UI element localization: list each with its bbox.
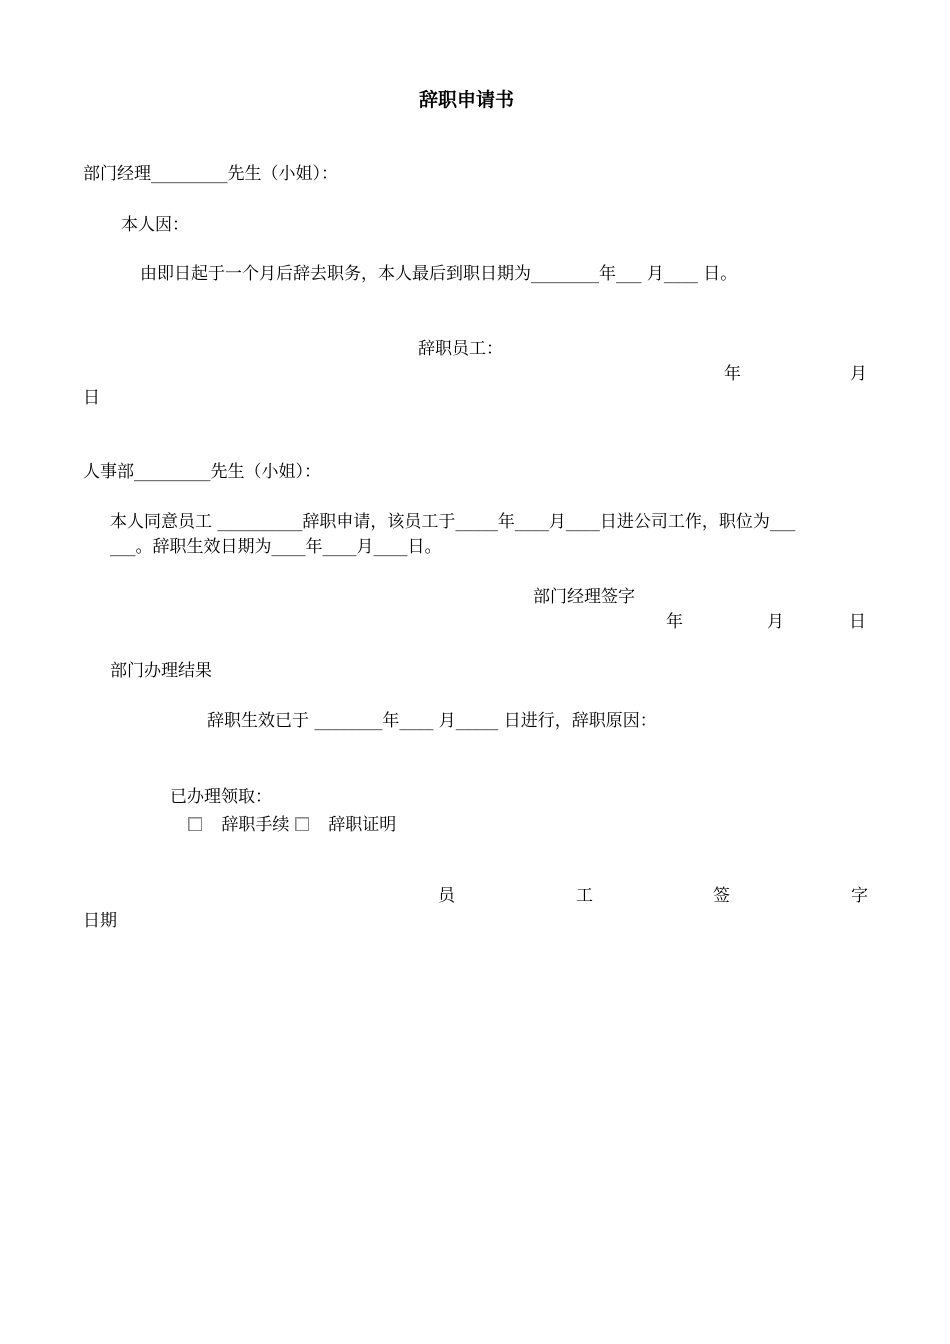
hr-salutation: 人事部_________先生（小姐）： [83, 462, 321, 482]
employee-date-year: 年 [724, 364, 741, 384]
resign-certificate-label: 辞职证明 [328, 815, 397, 835]
final-date-label: 日期 [83, 911, 117, 931]
effective-line: 辞职生效已于 ________年____ 月_____ 日进行，辞职原因： [207, 711, 657, 731]
employee-date-day: 日 [83, 388, 100, 408]
manager-date-month: 月 [767, 612, 784, 632]
approve-line-2: ___。辞职生效日期为____年____月____日。 [110, 537, 442, 557]
dept-result-label: 部门办理结果 [110, 661, 212, 681]
resign-procedure-checkbox[interactable] [188, 817, 202, 831]
manager-sign-label: 部门经理签字 [533, 587, 635, 607]
final-sign-char-3: 签 [713, 886, 730, 906]
resign-procedure-label: 辞职手续 [221, 815, 290, 835]
approve-line-1: 本人同意员工 __________辞职申请，该员工于_____年____月____日进公司工作，职位为___ [110, 512, 796, 532]
page-title: 辞职申请书 [419, 89, 515, 111]
checkbox-row [188, 814, 396, 836]
reason-line: 本人因： [121, 215, 189, 235]
manager-salutation: 部门经理_________先生（小姐）： [83, 164, 338, 184]
received-label: 已办理领取： [170, 787, 272, 807]
final-sign-char-4: 字 [851, 886, 868, 906]
manager-date-year: 年 [666, 612, 683, 632]
resign-certificate-checkbox[interactable] [295, 817, 309, 831]
resign-statement: 由即日起于一个月后辞去职务，本人最后到职日期为________年___ 月____ 日。 [140, 264, 738, 284]
final-sign-char-2: 工 [576, 886, 593, 906]
employee-sign-label: 辞职员工： [418, 339, 503, 359]
manager-date-day: 日 [849, 612, 866, 632]
employee-date-month: 月 [850, 364, 867, 384]
final-sign-char-1: 员 [438, 886, 455, 906]
